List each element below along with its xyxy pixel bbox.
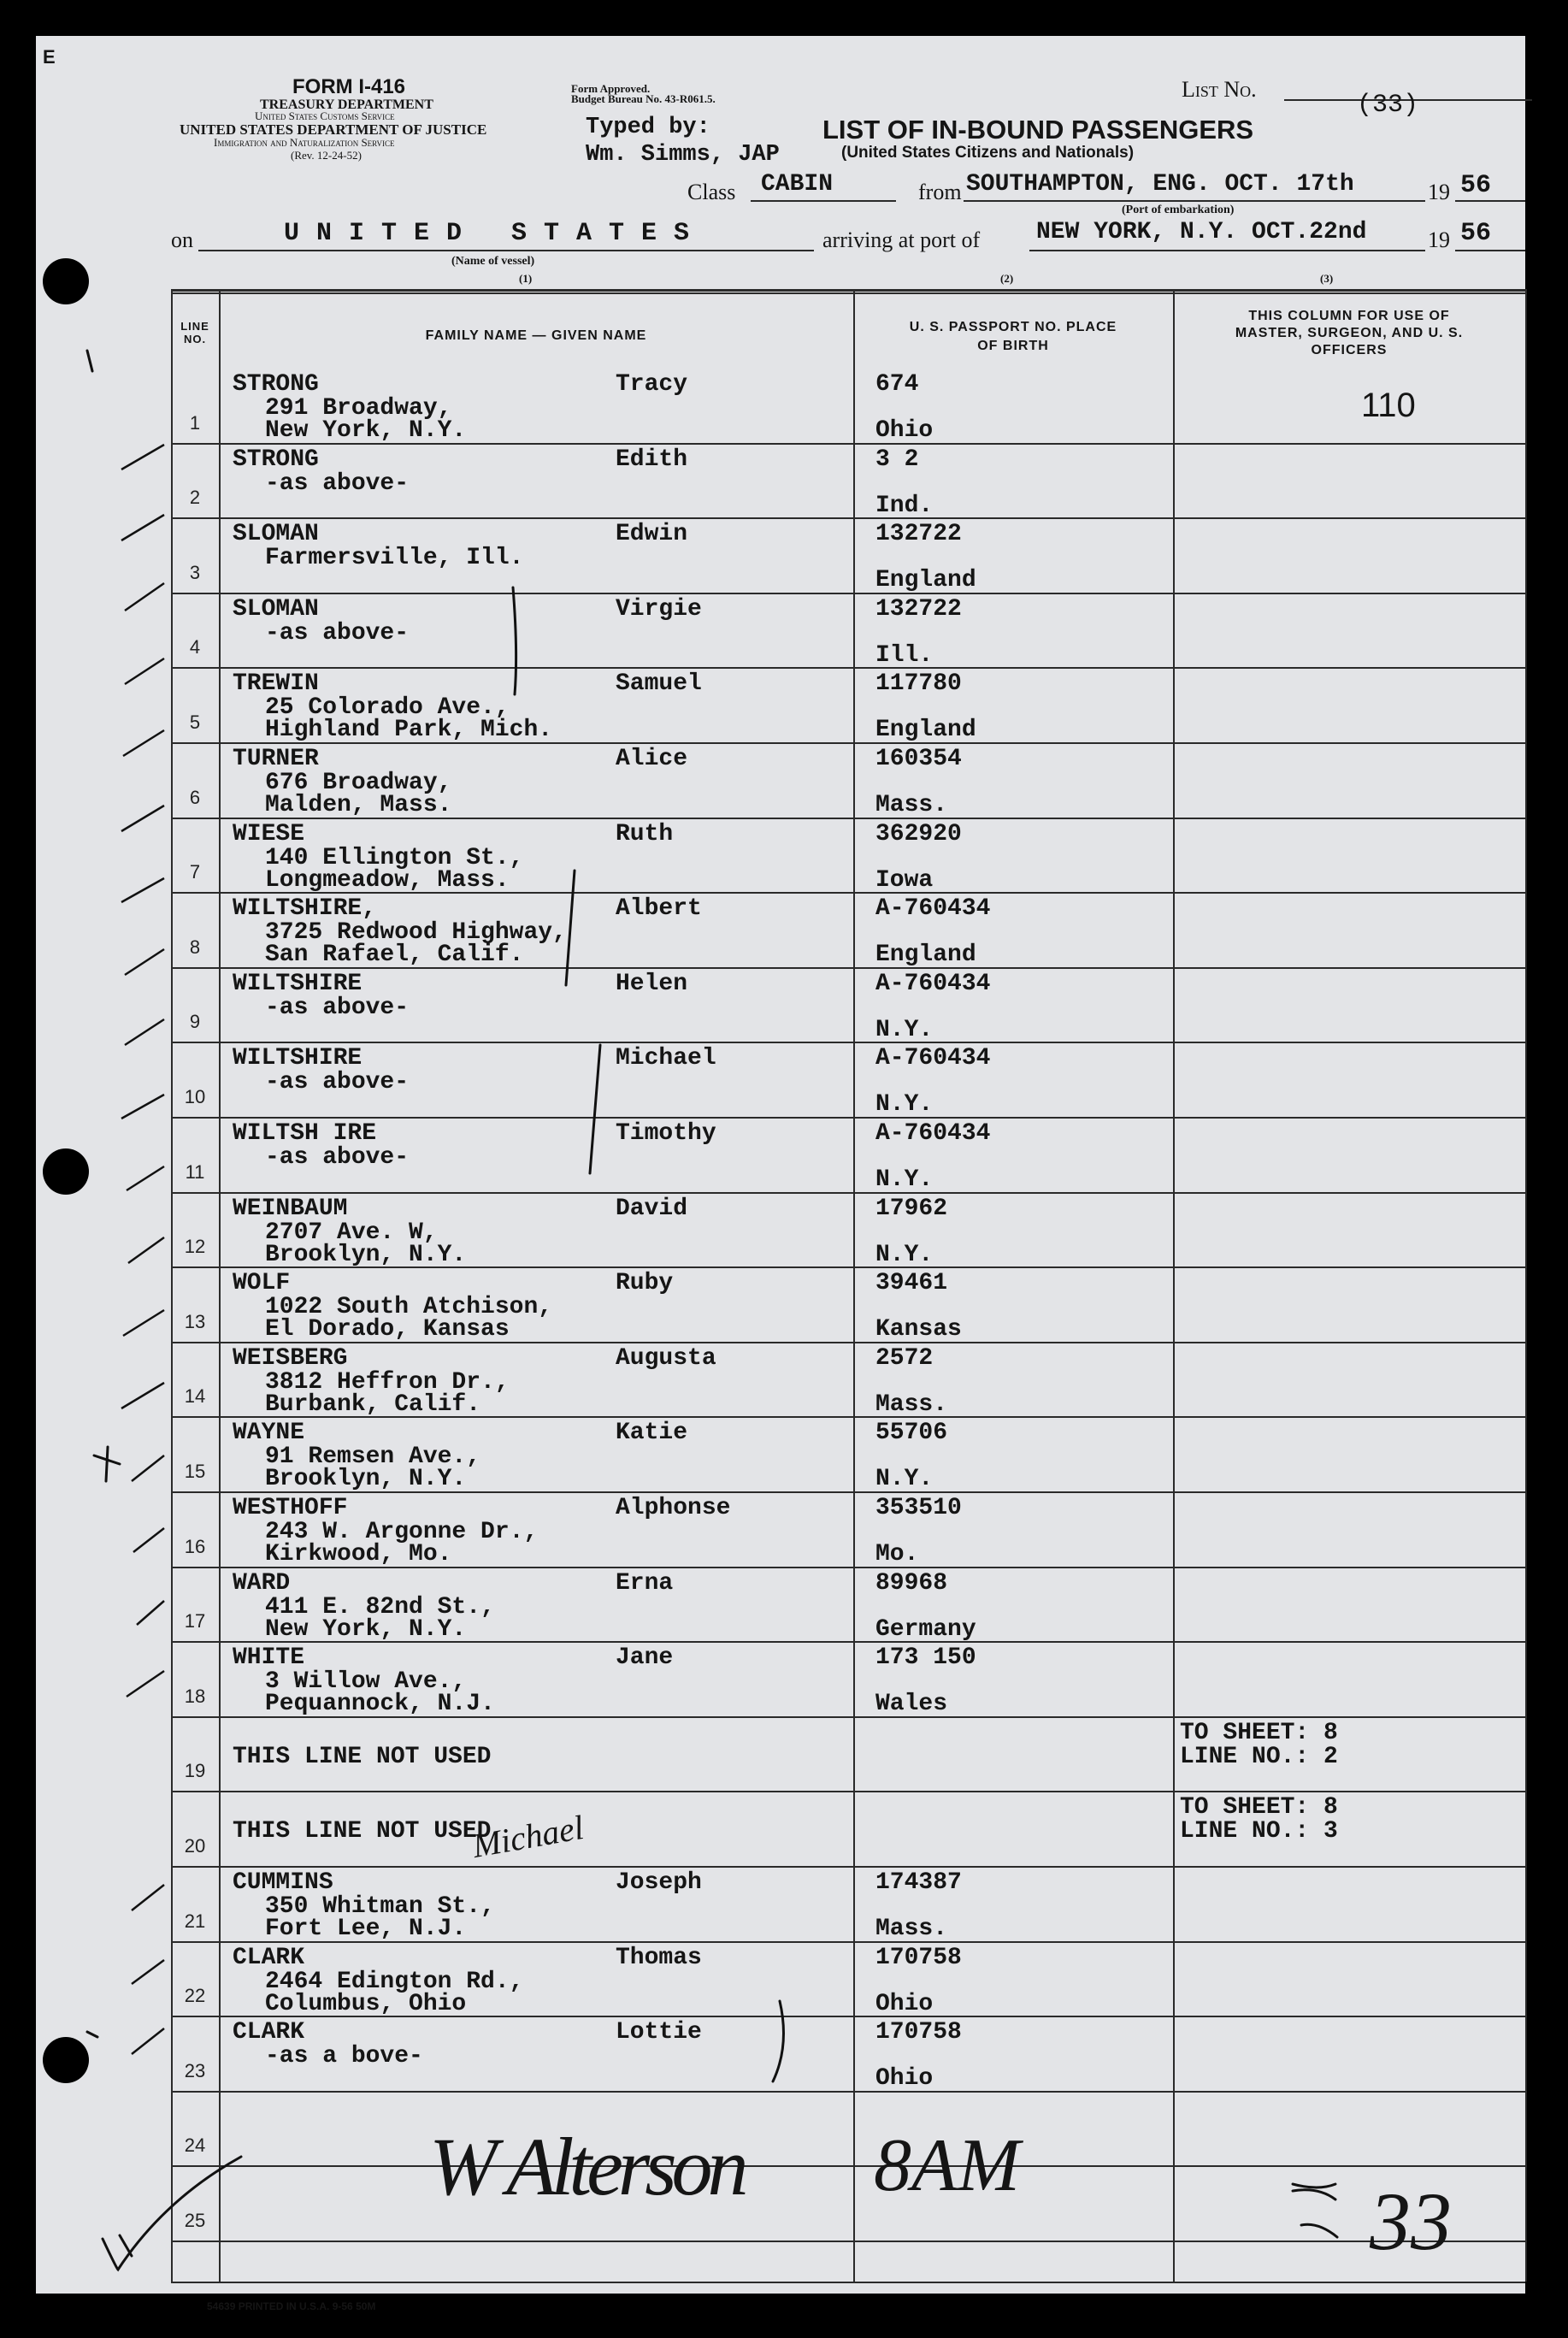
passport-number: 674: [875, 371, 919, 398]
line-number: 2: [189, 487, 201, 508]
given-name: Michael: [616, 1045, 716, 1072]
address-line-1: 2707 Ave. W,: [265, 1219, 438, 1246]
line-number: 8: [189, 936, 201, 958]
address-line-1: 3 Willow Ave.,: [265, 1668, 467, 1695]
vessel-name: UNITED STATES: [284, 219, 707, 248]
place-of-birth: N.Y.: [875, 1017, 934, 1043]
family-name: WIESE: [233, 821, 305, 847]
arrival-year-prefix: 19: [1428, 227, 1450, 252]
form-number: FORM I-416: [292, 75, 406, 98]
family-name: CLARK: [233, 1945, 305, 1971]
list-no-label: List No.: [1182, 77, 1257, 102]
passport-number: A-760434: [875, 895, 991, 922]
address-line-1: 2464 Edington Rd.,: [265, 1969, 524, 1995]
address-line-1: 1022 South Atchison,: [265, 1294, 553, 1320]
line-number: 18: [184, 1686, 206, 1707]
binder-hole: [43, 258, 89, 304]
given-name: Edwin: [616, 521, 688, 547]
line-number: 21: [184, 1910, 206, 1932]
address-line-2: El Dorado, Kansas: [265, 1316, 510, 1343]
dept-treasury: TREASURY DEPARTMENT: [260, 97, 433, 112]
passport-number: 117780: [875, 670, 962, 697]
given-name: Jane: [616, 1644, 674, 1671]
line-number: 11: [185, 1161, 205, 1183]
family-name: SLOMAN: [233, 521, 319, 547]
place-of-birth: N.Y.: [875, 1242, 934, 1268]
family-name: WILTSHIRE: [233, 1045, 363, 1072]
line-number: 6: [189, 787, 201, 808]
address-line-2: Pequannock, N.J.: [265, 1691, 495, 1717]
given-name: Lottie: [616, 2019, 702, 2046]
address-line-1: -as above-: [265, 470, 410, 497]
from-year-prefix: 19: [1428, 180, 1450, 204]
header-officers: THIS COLUMN FOR USE OF MASTER, SURGEON, AND U. S. OFFICERS: [1235, 309, 1464, 357]
port-embark-label: (Port of embarkation): [1122, 204, 1235, 216]
place-of-birth: Iowa: [875, 867, 934, 894]
list-subtitle: (United States Citizens and Nationals): [841, 144, 1135, 162]
handwritten-signature: W Alterson: [429, 2121, 744, 2212]
address-line-1: 25 Colorado Ave.,: [265, 694, 510, 721]
family-name: STRONG: [233, 371, 319, 398]
family-name: WILTSH IRE: [233, 1120, 377, 1147]
place-of-birth: Ohio: [875, 417, 934, 444]
officer-note-2: LINE NO.: 3: [1180, 1818, 1338, 1845]
passport-number: 39461: [875, 1270, 948, 1296]
line-number: 23: [184, 2060, 206, 2081]
given-name: Timothy: [616, 1120, 716, 1147]
family-name: TURNER: [233, 746, 319, 772]
class-label: Class: [687, 180, 736, 204]
given-name: Helen: [616, 971, 688, 997]
address-line-1: 350 Whitman St.,: [265, 1893, 495, 1920]
handwritten-sheet-number: 33: [1370, 2176, 1452, 2267]
line-number: 3: [189, 562, 201, 583]
header-line-no: LINE NO.: [180, 320, 209, 345]
vessel-label: (Name of vessel): [451, 255, 535, 268]
place-of-birth: Ohio: [875, 2065, 934, 2092]
address-line-2: Malden, Mass.: [265, 792, 452, 818]
passport-number: A-760434: [875, 1045, 991, 1072]
given-name: Thomas: [616, 1945, 702, 1971]
place-of-birth: Mass.: [875, 1916, 948, 1942]
header-name: FAMILY NAME — GIVEN NAME: [425, 328, 647, 343]
given-name: Augusta: [616, 1345, 716, 1372]
family-name: WHITE: [233, 1644, 305, 1671]
address-line-2: Fort Lee, N.J.: [265, 1916, 467, 1942]
passport-number: A-760434: [875, 971, 991, 997]
family-name: THIS LINE NOT USED: [233, 1744, 492, 1770]
place-of-birth: England: [875, 942, 976, 968]
place-of-birth: Mo.: [875, 1541, 919, 1568]
line-number: 7: [189, 861, 201, 883]
address-line-1: 3725 Redwood Highway,: [265, 919, 567, 946]
place-of-birth: Ohio: [875, 1991, 934, 2017]
line-number: 19: [184, 1760, 206, 1781]
passport-number: 170758: [875, 1945, 962, 1971]
line-number: 1: [189, 412, 201, 434]
passport-number: 2572: [875, 1345, 934, 1372]
on-label: on: [171, 227, 193, 252]
arrival-value: NEW YORK, N.Y. OCT.22nd: [1036, 219, 1367, 245]
address-line-2: New York, N.Y.: [265, 1616, 467, 1643]
handwritten-time: 8AM: [874, 2124, 1021, 2207]
address-line-1: -as above-: [265, 620, 410, 646]
manifest-sheet: [36, 36, 1525, 2312]
family-name: CLARK: [233, 2019, 305, 2046]
dept-justice-sub: Immigration and Naturalization Service: [214, 136, 395, 149]
form-approved: Form Approved.: [571, 82, 651, 95]
place-of-birth: N.Y.: [875, 1466, 934, 1492]
given-name: Alphonse: [616, 1495, 731, 1521]
address-line-1: 140 Ellington St.,: [265, 845, 524, 871]
family-name: WILTSHIRE: [233, 971, 363, 997]
place-of-birth: Ind.: [875, 493, 934, 519]
passport-number: 17962: [875, 1196, 948, 1222]
given-name: Katie: [616, 1420, 688, 1446]
handwritten-marks: [36, 36, 1525, 2294]
col1-marker: (1): [519, 272, 533, 285]
passport-number: 173 150: [875, 1644, 976, 1671]
line-number: 9: [189, 1011, 201, 1032]
passport-number: 132722: [875, 521, 962, 547]
family-name: STRONG: [233, 446, 319, 473]
given-name: Edith: [616, 446, 688, 473]
given-name: Ruth: [616, 821, 674, 847]
address-line-2: Burbank, Calif.: [265, 1391, 481, 1418]
address-line-1: 291 Broadway,: [265, 395, 452, 422]
address-line-1: Farmersville, Ill.: [265, 545, 524, 571]
family-name: WILTSHIRE,: [233, 895, 377, 922]
arriving-label: arriving at port of: [822, 227, 981, 252]
typed-by: Wm. Simms, JAP: [586, 142, 780, 168]
address-line-2: New York, N.Y.: [265, 417, 467, 444]
family-name: WAYNE: [233, 1420, 305, 1446]
passport-number: 160354: [875, 746, 962, 772]
place-of-birth: N.Y.: [875, 1091, 934, 1118]
place-of-birth: Ill.: [875, 642, 934, 669]
place-of-birth: Mass.: [875, 1391, 948, 1418]
col2-marker: (2): [1000, 272, 1014, 285]
binder-hole: [43, 2037, 89, 2083]
place-of-birth: Kansas: [875, 1316, 962, 1343]
address-line-2: Brooklyn, N.Y.: [265, 1242, 467, 1268]
address-line-1: 3812 Heffron Dr.,: [265, 1369, 510, 1396]
address-line-1: 676 Broadway,: [265, 770, 452, 796]
family-name: WESTHOFF: [233, 1495, 348, 1521]
place-of-birth: England: [875, 717, 976, 743]
passport-number: 174387: [875, 1869, 962, 1896]
line-number: 14: [184, 1385, 206, 1407]
family-name: WARD: [233, 1570, 291, 1597]
address-line-1: -as above-: [265, 1069, 410, 1095]
list-title: LIST OF IN-BOUND PASSENGERS: [822, 115, 1254, 145]
place-of-birth: Germany: [875, 1616, 976, 1643]
family-name: WOLF: [233, 1270, 291, 1296]
given-name: Samuel: [616, 670, 702, 697]
passport-number: 362920: [875, 821, 962, 847]
address-line-2: Longmeadow, Mass.: [265, 867, 510, 894]
family-name: WEINBAUM: [233, 1196, 348, 1222]
line-number: 24: [184, 2134, 206, 2156]
typed-by-label: Typed by:: [586, 115, 710, 140]
line-number: 5: [189, 711, 201, 733]
place-of-birth: Mass.: [875, 792, 948, 818]
address-line-2: Highland Park, Mich.: [265, 717, 553, 743]
place-of-birth: N.Y.: [875, 1166, 934, 1193]
passport-number: 170758: [875, 2019, 962, 2046]
family-name: THIS LINE NOT USED: [233, 1818, 492, 1845]
dept-treasury-sub: United States Customs Service: [255, 109, 395, 122]
header-passport: U. S. PASSPORT NO. PLACE OF BIRTH: [909, 320, 1117, 353]
passport-number: 353510: [875, 1495, 962, 1521]
address-line-1: -as a bove-: [265, 2043, 423, 2069]
arrival-year: 56: [1460, 219, 1492, 248]
given-name: Joseph: [616, 1869, 702, 1896]
family-name: SLOMAN: [233, 596, 319, 623]
handwritten-michael: Michael: [469, 1807, 587, 1866]
list-no: (33): [1357, 91, 1419, 120]
officer-note-1: TO SHEET: 8: [1180, 1720, 1338, 1746]
address-line-1: 91 Remsen Ave.,: [265, 1444, 481, 1470]
binder-hole: [43, 1148, 89, 1195]
from-value: SOUTHAMPTON, ENG. OCT. 17th: [966, 171, 1354, 198]
address-line-2: San Rafael, Calif.: [265, 942, 524, 968]
passport-number: 89968: [875, 1570, 948, 1597]
from-year: 56: [1460, 171, 1492, 200]
family-name: WEISBERG: [233, 1345, 348, 1372]
address-line-2: Kirkwood, Mo.: [265, 1541, 452, 1568]
address-line-2: Columbus, Ohio: [265, 1991, 467, 2017]
given-name: Virgie: [616, 596, 702, 623]
address-line-1: -as above-: [265, 995, 410, 1021]
officer-note-1: 110: [1361, 387, 1416, 424]
address-line-2: Brooklyn, N.Y.: [265, 1466, 467, 1492]
line-number: 22: [184, 1985, 206, 2006]
family-name: TREWIN: [233, 670, 319, 697]
address-line-1: -as above-: [265, 1144, 410, 1171]
officer-note-2: LINE NO.: 2: [1180, 1744, 1338, 1770]
place-of-birth: England: [875, 567, 976, 593]
given-name: Tracy: [616, 371, 688, 398]
given-name: Albert: [616, 895, 702, 922]
given-name: David: [616, 1196, 688, 1222]
passport-number: 132722: [875, 596, 962, 623]
line-number: 12: [184, 1236, 206, 1257]
col3-marker: (3): [1320, 272, 1334, 285]
line-number: 15: [184, 1461, 206, 1482]
address-line-1: 243 W. Argonne Dr.,: [265, 1519, 539, 1545]
dept-justice: UNITED STATES DEPARTMENT OF JUSTICE: [180, 121, 487, 138]
address-line-1: 411 E. 82nd St.,: [265, 1594, 495, 1621]
passport-number: 55706: [875, 1420, 948, 1446]
budget-bureau: Budget Bureau No. 43-R061.5.: [571, 92, 716, 105]
form-revision: (Rev. 12-24-52): [291, 149, 362, 162]
passport-number: A-760434: [875, 1120, 991, 1147]
from-label: from: [918, 180, 962, 204]
given-name: Erna: [616, 1570, 674, 1597]
line-number: 10: [184, 1086, 206, 1107]
line-number: 20: [184, 1835, 206, 1857]
line-number: 25: [184, 2210, 206, 2231]
officer-note-1: TO SHEET: 8: [1180, 1794, 1338, 1821]
corner-letter: E: [43, 46, 56, 68]
line-number: 16: [184, 1536, 206, 1557]
given-name: Alice: [616, 746, 688, 772]
footer-print: 54639 PRINTED IN U.S.A. 9-56 50M: [207, 2300, 376, 2312]
family-name: CUMMINS: [233, 1869, 333, 1896]
line-number: 13: [184, 1311, 206, 1332]
line-number: 4: [189, 636, 201, 658]
given-name: Ruby: [616, 1270, 674, 1296]
line-number: 17: [184, 1610, 206, 1632]
place-of-birth: Wales: [875, 1691, 948, 1717]
passport-number: 3 2: [875, 446, 919, 473]
class-value: CABIN: [761, 171, 834, 198]
